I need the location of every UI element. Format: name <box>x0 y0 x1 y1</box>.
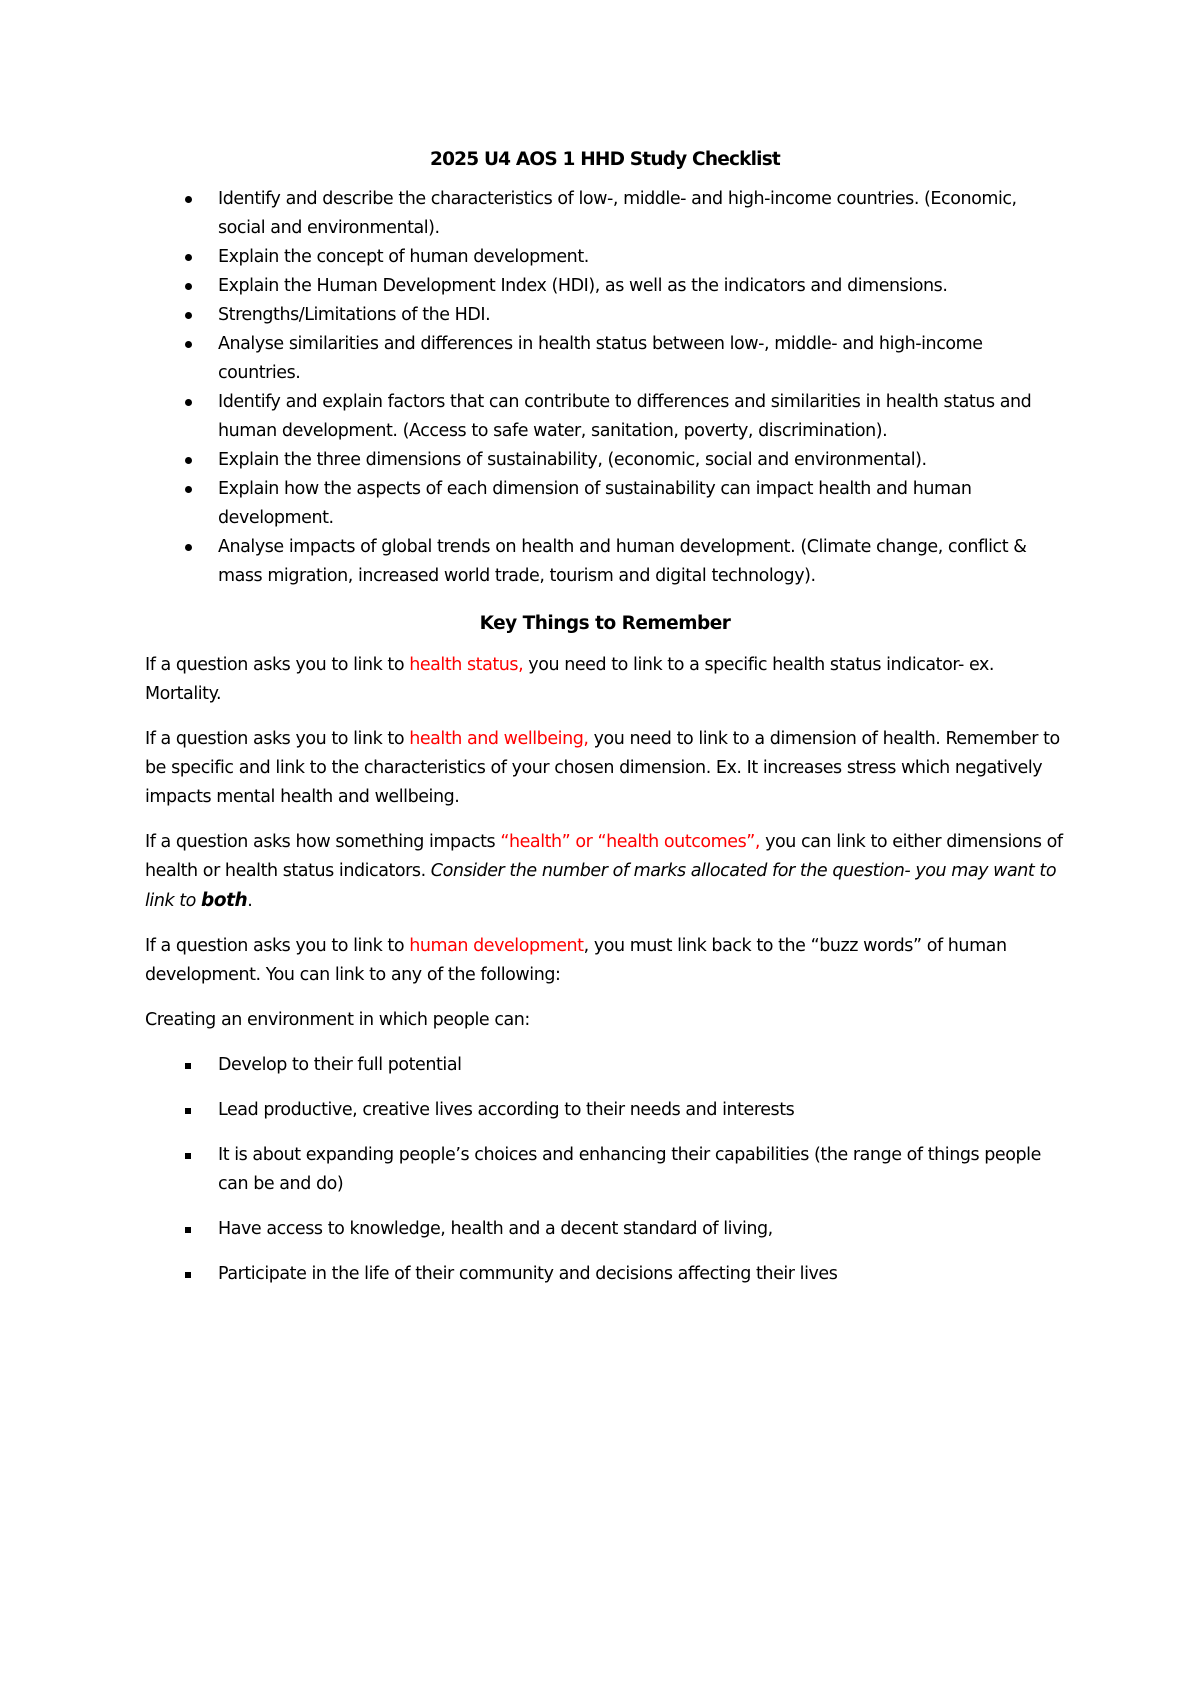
bullet-icon <box>185 544 192 551</box>
list-item: Develop to their full potential <box>145 1051 1065 1080</box>
highlight-text: health and wellbeing, <box>409 729 589 749</box>
list-item: Have access to knowledge, health and a decent standard of living, <box>145 1215 1065 1244</box>
bullet-icon <box>185 341 192 348</box>
checklist-item: Analyse similarities and differences in health status between low-, middle- and high-income countries. <box>145 330 1065 388</box>
paragraph-health-wellbeing: If a question asks you to link to health and wellbeing, you need to link to a dimension of health. Remember to be specific and link to the characteristics of your chosen dimension. Ex. It increases stress which negatively impacts mental health and wellbeing. <box>145 729 1060 807</box>
checklist-item: Identify and describe the characteristics of low-, middle- and high-income countries. (Economic, social and environmental). <box>145 185 1065 243</box>
checklist-item: Analyse impacts of global trends on health and human development. (Climate change, conflict & mass migration, increased world trade, tourism and digital technology). <box>145 533 1065 591</box>
bullet-icon <box>185 486 192 493</box>
bullet-icon <box>185 312 192 319</box>
document-title: 2025 U4 AOS 1 HHD Study Checklist <box>430 149 780 170</box>
bullet-icon <box>185 457 192 464</box>
bullet-icon <box>185 254 192 261</box>
checklist-item: Explain how the aspects of each dimension of sustainability can impact health and human development. <box>145 475 1065 533</box>
bullet-icon <box>185 283 192 290</box>
italic-bold-emphasis: both <box>201 890 248 911</box>
bullet-icon <box>185 399 192 406</box>
checklist-item: Strengths/Limitations of the HDI. <box>145 301 1065 330</box>
italic-note: Consider the number of marks allocated for the question- you may want to link to <box>145 861 1057 911</box>
checklist-item: Explain the Human Development Index (HDI), as well as the indicators and dimensions. <box>145 272 1065 301</box>
square-bullet-icon <box>185 1272 191 1278</box>
section-heading: Key Things to Remember <box>479 613 731 634</box>
highlight-text: health status, <box>409 655 524 675</box>
paragraph-environment-intro: Creating an environment in which people can: <box>145 1010 530 1030</box>
document-body <box>145 145 1065 1305</box>
paragraph-health-outcomes: If a question asks how something impacts “health” or “health outcomes”, you can link to either dimensions of health or health status indicators. Consider the number of marks allocated for the question- you may want to link to both. <box>145 832 1063 911</box>
checklist-item: Explain the three dimensions of sustainability, (economic, social and environmental). <box>145 446 1065 475</box>
checklist-item: Identify and explain factors that can contribute to differences and similarities in health status and human development. (Access to safe water, sanitation, poverty, discrimination). <box>145 388 1065 446</box>
highlight-text: human development <box>409 936 584 956</box>
study-checklist <box>145 185 1065 591</box>
square-bullet-icon <box>185 1063 191 1069</box>
checklist-item: Explain the concept of human development. <box>145 243 1065 272</box>
list-item: Participate in the life of their community and decisions affecting their lives <box>145 1260 1065 1289</box>
highlight-text: “health” or “health outcomes”, <box>500 832 760 852</box>
buzz-words-list <box>145 1051 1065 1289</box>
list-item: Lead productive, creative lives according to their needs and interests <box>145 1096 1065 1125</box>
square-bullet-icon <box>185 1108 191 1114</box>
bullet-icon <box>185 196 192 203</box>
list-item: It is about expanding people’s choices and enhancing their capabilities (the range of things people can be and do) <box>145 1141 1065 1199</box>
square-bullet-icon <box>185 1153 191 1159</box>
square-bullet-icon <box>185 1227 191 1233</box>
paragraph-human-development: If a question asks you to link to human development, you must link back to the “buzz words” of human development. You can link to any of the following: <box>145 936 1007 985</box>
paragraph-health-status: If a question asks you to link to health status, you need to link to a specific health status indicator- ex. Mortality. <box>145 655 994 704</box>
